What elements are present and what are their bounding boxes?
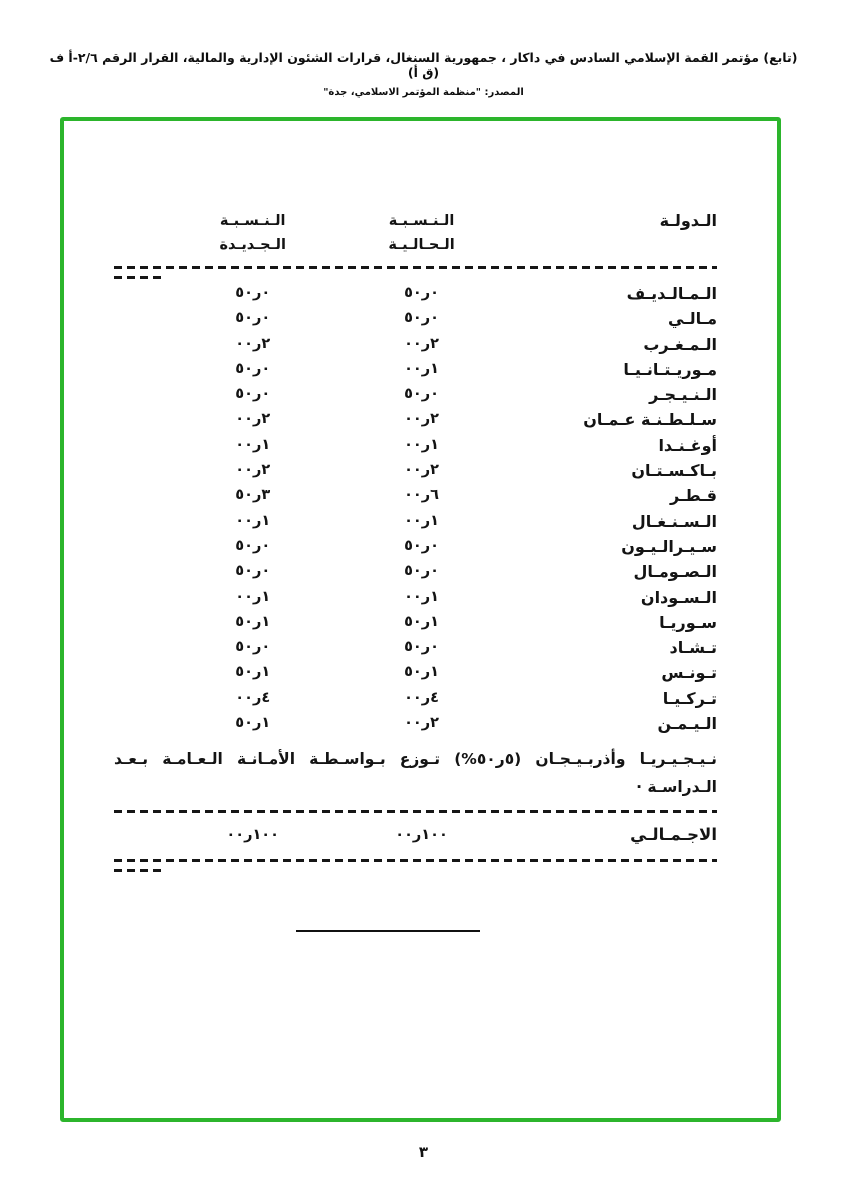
current-share: ٠ر٥٠: [404, 285, 439, 301]
new-share: ١ر٥٠: [235, 664, 271, 681]
current-share: ٢ر٠٠: [404, 462, 439, 479]
page-number: ٣: [418, 1143, 429, 1161]
total-label: الاجـمـالـي: [630, 825, 717, 845]
scan-frame: [60, 117, 781, 1122]
country-name: مـوريـتـانـيـا: [623, 359, 717, 379]
current-share: ٠ر٥٠: [404, 310, 439, 327]
table-row: [114, 433, 717, 458]
country-name: سـلـطـنـة عـمـان: [583, 410, 717, 430]
country-name: قـطـر: [670, 486, 717, 506]
quota-table: [114, 209, 717, 874]
table-row: [114, 559, 717, 584]
current-share: ١ر٠٠: [404, 512, 439, 529]
column-header-current-line1: الـنـسـبـة: [388, 213, 455, 229]
country-name: بـاكـسـتـان: [631, 461, 717, 481]
signature-line: [296, 930, 480, 932]
table-row: [114, 534, 717, 559]
new-share: ٠ر٥٠: [235, 563, 271, 580]
country-name: الـنـيـجـر: [649, 385, 717, 405]
table-header-row: [114, 209, 717, 257]
country-name: الـمـالـديـف: [626, 284, 717, 303]
current-share: ٠ر٥٠: [404, 639, 439, 656]
current-share: ١ر٠٠: [404, 588, 439, 605]
total-divider-extra: [114, 869, 166, 872]
new-share: ٢ر٠٠: [235, 462, 271, 479]
table-row: [114, 585, 717, 610]
new-share: ٠ر٥٠: [235, 537, 271, 554]
new-share: ١ر٠٠: [235, 436, 271, 453]
country-name: الـصـومـال: [633, 562, 717, 582]
new-share: ٠ر٥٠: [235, 386, 271, 403]
new-share: ١ر٠٠: [235, 588, 271, 605]
country-name: الـيـمـن: [657, 714, 717, 734]
new-share: ٠ر٥٠: [235, 285, 271, 301]
column-header-new: [174, 209, 331, 257]
current-share: ٠ر٥٠: [404, 386, 439, 403]
country-name: سـوريـا: [659, 612, 717, 632]
table-row: [114, 509, 717, 534]
table-body: [114, 281, 717, 736]
current-share: ٠ر٥٠: [404, 537, 439, 554]
new-share: ٢ر٠٠: [235, 411, 271, 428]
header-divider-extra: [114, 276, 166, 279]
column-header-current: [331, 209, 512, 257]
table-row: [114, 660, 717, 685]
country-name: الـمـغـرب: [643, 334, 717, 354]
current-share: ١ر٥٠: [404, 613, 439, 630]
total-divider-bottom: [114, 859, 717, 862]
country-name: أوغـنـدا: [658, 435, 717, 455]
header-source: المصدر: "منظمة المؤتمر الاسلامي، جدة": [323, 87, 524, 98]
table-row: [114, 483, 717, 508]
footnote: [114, 745, 717, 801]
new-share: ١ر٠٠: [235, 512, 271, 529]
country-name: مـالـي: [667, 309, 717, 329]
column-header-new-line1: الـنـسـبـة: [219, 213, 286, 229]
table-row: [114, 407, 717, 432]
new-share: ٤ر٠٠: [235, 689, 271, 706]
new-share: ٢ر٠٠: [235, 335, 271, 352]
column-header-new-line2: الـجـديـدة: [219, 237, 286, 253]
current-share: ٤ر٠٠: [404, 689, 439, 706]
total-divider-top: [114, 810, 717, 813]
column-header-current-line2: الـحـالـيـة: [388, 237, 455, 253]
table-row: [114, 635, 717, 660]
new-share: ٠ر٥٠: [235, 360, 271, 377]
country-name: سـيـرالـيـون: [621, 536, 717, 556]
new-share: ٠ر٥٠: [235, 639, 271, 656]
current-share: ٢ر٠٠: [404, 715, 439, 732]
total-new: ١٠٠ر٠٠: [226, 827, 280, 844]
table-row: [114, 711, 717, 736]
current-share: ١ر٥٠: [404, 664, 439, 681]
document-header: [43, 50, 804, 98]
column-header-country: الـدولـة: [659, 211, 717, 230]
current-share: ١ر٠٠: [404, 436, 439, 453]
current-share: ٢ر٠٠: [404, 411, 439, 428]
table-row: [114, 458, 717, 483]
country-name: تـركـيـا: [662, 688, 717, 708]
current-share: ٠ر٥٠: [404, 563, 439, 580]
table-row: [114, 610, 717, 635]
current-share: ٦ر٠٠: [404, 487, 439, 504]
new-share: ١ر٥٠: [235, 613, 271, 630]
total-row: [114, 820, 717, 850]
current-share: ٢ر٠٠: [404, 335, 439, 352]
table-row: [114, 686, 717, 711]
table-row: [114, 306, 717, 331]
current-share: ١ر٠٠: [404, 360, 439, 377]
table-row: [114, 357, 717, 382]
footnote-line1: نـيـجـيـريـا وأذربـيـجـان (٥ر٥٠%) تـوزع بـواسـطـة الأمـانـة الـعـامـة بـعـد: [114, 750, 717, 769]
new-share: ١ر٥٠: [235, 715, 271, 732]
new-share: ٠ر٥٠: [235, 310, 271, 327]
header-title: (تابع) مؤتمر القمة الإسلامي السادس في داكار ، جمهورية السنغال، قرارات الشئون الإدارية والمالية، القرار الرقم ٢/٦-أ ف (ق أ): [49, 50, 798, 80]
table-row: [114, 281, 717, 306]
country-name: الـسـنـغـال: [631, 511, 717, 531]
country-name: الـسـودان: [640, 587, 717, 607]
new-share: ٣ر٥٠: [235, 487, 271, 504]
header-divider: [114, 266, 717, 269]
table-row: [114, 332, 717, 357]
total-current: ١٠٠ر٠٠: [395, 827, 448, 844]
table-row: [114, 382, 717, 407]
country-name: تـشـاد: [669, 638, 717, 658]
country-name: تـونـس: [661, 663, 717, 683]
footnote-line2: الـدراسـة ·: [636, 778, 717, 797]
